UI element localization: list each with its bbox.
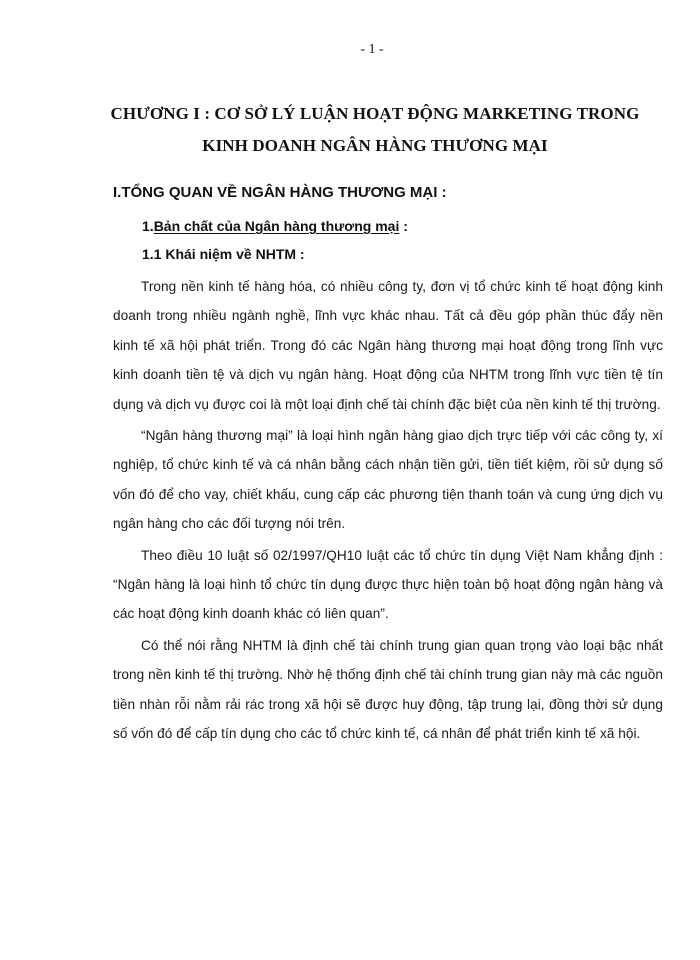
- section-heading: I.TỔNG QUAN VỀ NGÂN HÀNG THƯƠNG MẠI :: [113, 184, 447, 201]
- chapter-title-line-2: KINH DOANH NGÂN HÀNG THƯƠNG MẠI: [202, 136, 548, 155]
- paragraph: Trong nền kinh tế hàng hóa, có nhiều công ty, đơn vị tổ chức kinh tế hoạt động kinh doanh trong nhiều ngành nghề, lĩnh vực khác nhau. Tất cả đều góp phần thúc đẩy nền kinh tế xã hội phát triển. Trong đó các Ngân hàng thương mại hoạt động trong lĩnh vực kinh doanh tiền tệ và dịch vụ ngân hàng. Hoạt động của NHTM trong lĩnh vực tiền tệ tín dụng và dịch vụ được coi là một loại định chế tài chính đặc biệt của nền kinh tế thị trường.: [113, 279, 663, 412]
- subsection-title: Bản chất của Ngân hàng thương mại: [153, 218, 400, 234]
- chapter-title: [95, 98, 655, 162]
- subsection-number: 1.: [142, 218, 154, 234]
- paragraph: “Ngân hàng thương mại” là loại hình ngân hàng giao dịch trực tiếp với các công ty, xí nghiệp, tổ chức kinh tế và cá nhân bằng cách nhận tiền gửi, tiền tiết kiệm, rồi sử dụng số vốn đó để cho vay, chiết khấu, cung cấp các phương tiện thanh toán và cung ứng dịch vụ ngân hàng cho các đối tượng nói trên.: [113, 428, 663, 532]
- page-number: - 1 -: [360, 42, 384, 57]
- subsection-heading-1: [142, 218, 408, 234]
- chapter-title-line-1: CHƯƠNG I : CƠ SỞ LÝ LUẬN HOẠT ĐỘNG MARKETING TRONG: [110, 104, 640, 123]
- paragraph: Theo điều 10 luật số 02/1997/QH10 luật các tổ chức tín dụng Việt Nam khẳng định : “Ngân hàng là loại hình tổ chức tín dụng được thực hiện toàn bộ hoạt động ngân hàng và các hoạt động kinh doanh khác có liên quan”.: [113, 547, 663, 622]
- subsection-heading-1-1: 1.1 Khái niệm về NHTM :: [142, 246, 305, 262]
- subsection-suffix: :: [399, 218, 408, 234]
- body-text: [113, 272, 663, 749]
- paragraph: Có thể nói rằng NHTM là định chế tài chính trung gian quan trọng vào loại bậc nhất trong nền kinh tế thị trường. Nhờ hệ thống định chế tài chính trung gian này mà các nguồn tiền nhàn rỗi nằm rải rác trong xã hội sẽ được huy động, tập trung lại, đồng thời sử dụng số vốn đó để cấp tín dụng cho các tổ chức kinh tế, cá nhân để phát triển kinh tế xã hội.: [113, 637, 663, 742]
